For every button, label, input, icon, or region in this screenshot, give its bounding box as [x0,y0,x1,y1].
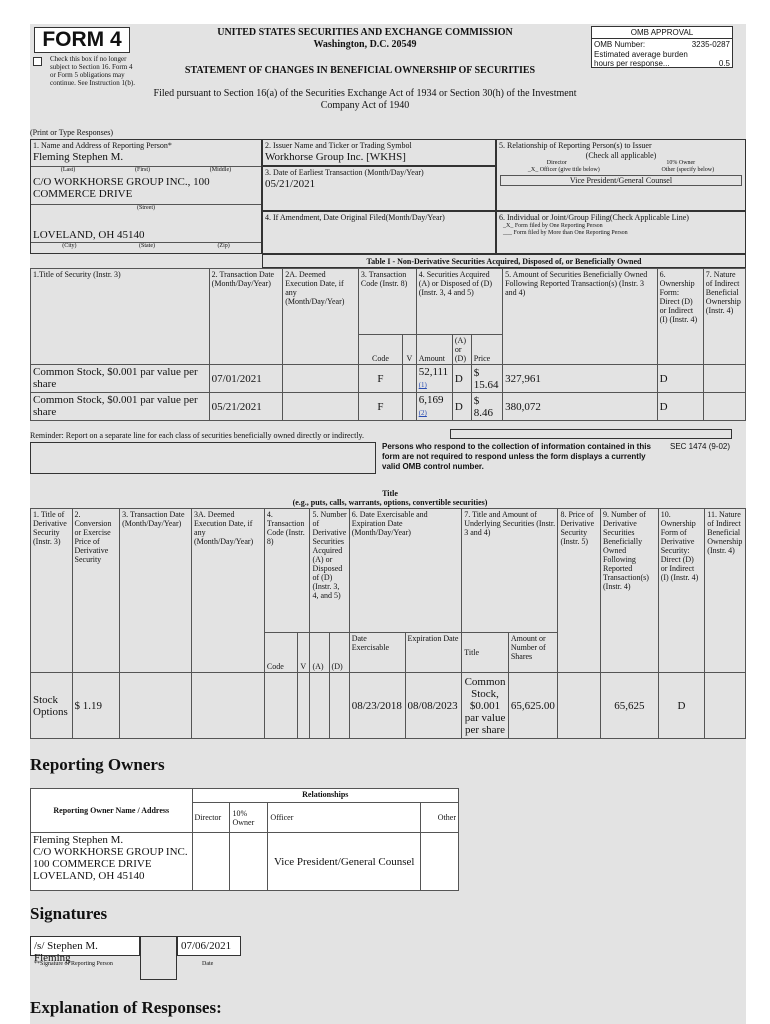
t1-h4: 4. Securities Acquired (A) or Disposed of (D) (Instr. 3, 4 and 5) [416,269,502,335]
reminder-text: Reminder: Report on a separate line for each class of securities beneficially owned directly or indirectly. [30,431,365,440]
omb-title: OMB APPROVAL [592,27,732,39]
signature-label: **Signature of Reporting Person [34,961,113,967]
table1-title: Table I - Non-Derivative Securities Acquired, Disposed of, or Beneficially Owned [262,254,746,268]
form-page [30,24,746,1024]
ten-pct-option: 10% Owner [666,160,696,166]
t2-h10: 10. Ownership Form of Derivative Security: Direct (D) or Indirect (I) (Instr. 4) [658,509,705,673]
box6-line1: _X_ Form filed by One Reporting Person [503,223,603,229]
issuer-name: Workhorse Group Inc. [WKHS] [265,151,406,163]
t1-h3: 3. Transaction Code (Instr. 8) [358,269,416,335]
explanation-heading: Explanation of Responses: [30,998,222,1017]
t1-amount-h: Amount [416,335,452,365]
t2-h7: 7. Title and Amount of Underlying Securities (Instr. 3 and 4) [462,509,558,633]
street-label: (Street) [31,204,261,212]
table2 [30,508,746,739]
t1-aord-h: (A) or (D) [452,335,471,365]
footnote-2-link[interactable]: (2) [418,409,427,417]
box4-amendment [262,211,496,254]
officer-col: Officer [268,803,421,833]
t1-h6: 6. Ownership Form: Direct (D) or Indirect (I) (Instr. 4) [657,269,703,365]
t2-a-h: (A) [310,633,329,673]
owner-address-line: C/O WORKHORSE GROUP INC. [33,846,188,858]
t1-r1-owned: 327,961 [503,365,658,393]
t2-r1-ul-amt: 65,625.00 [508,673,558,739]
city-label: (City) [62,243,77,249]
t1-r2-form: D [657,393,703,421]
date-label: Date [202,961,214,967]
table-row [31,365,746,393]
t1-price-h: Price [471,335,502,365]
t1-r2-amount: 6,169 [418,394,444,406]
t2-code-h: Code [264,633,297,673]
signature-value: /s/ Stephen M. Fleming [30,936,140,956]
t2-h5: 5. Number of Derivative Securities Acquired (A) or Disposed of (D) (Instr. 3, 4, and 5) [310,509,349,633]
no-longer-subject-checkbox[interactable] [33,57,42,66]
city-state-zip: LOVELAND, OH 45140 [33,229,145,241]
box2-issuer [262,139,496,166]
earliest-transaction-date: 05/21/2021 [265,178,316,190]
t1-r1-code: F [358,365,402,393]
sec-code: SEC 1474 (9-02) [670,442,731,451]
agency-name: UNITED STATES SECURITIES AND EXCHANGE COMMISSION [217,27,513,38]
box4-label: 4. If Amendment, Date Original Filed(Month/Day/Year) [265,213,445,222]
t2-r1-owned: 65,625 [600,673,658,739]
box6-line2: ___ Form filed by More than One Reporting Person [503,230,628,236]
box2-label: 2. Issuer Name and Ticker or Trading Symbol [265,141,412,150]
t2-r1-title: Stock Options [31,673,73,739]
omb-hours: 0.5 [718,59,730,68]
t2-r1-form: D [658,673,705,739]
t1-h2: 2. Transaction Date (Month/Day/Year) [209,269,283,365]
owner-name-col: Reporting Owner Name / Address [31,789,193,833]
zip-label: (Zip) [217,243,230,249]
owner-address-line: LOVELAND, OH 45140 [33,870,145,882]
t1-h1: 1.Title of Security (Instr. 3) [31,269,210,365]
t2-h4: 4. Transaction Code (Instr. 8) [264,509,310,633]
t2-v-h: V [298,633,310,673]
owner-officer-title: Vice President/General Counsel [268,833,421,891]
box3-label: 3. Date of Earliest Transaction (Month/Day/Year) [265,168,424,177]
table-row [31,673,746,739]
t1-code-h: Code [358,335,402,365]
t1-r1-price: $ 15.64 [471,365,502,393]
table-row [31,833,459,891]
signatures-heading: Signatures [30,904,108,923]
agency-location: Washington, D.C. 20549 [313,39,417,50]
last-label: (Last) [60,167,76,173]
t2-h2: 2. Conversion or Exercise Price of Derivative Security [72,509,120,673]
t2-h9: 9. Number of Derivative Securities Beneficially Owned Following Reported Transaction(s) (Instr. 4) [600,509,658,673]
form-title-box [34,27,130,53]
officer-title: Vice President/General Counsel [500,175,742,186]
t2-h8: 8. Price of Derivative Security (Instr. 5) [558,509,601,673]
director-option: Director [546,160,567,166]
box3-earliest-date [262,166,496,211]
print-type-note: (Print or Type Responses) [30,128,114,137]
table2-subtitle: (e.g., puts, calls, warrants, options, convertible securities) [292,498,488,507]
t2-r1-ul-title: Common Stock, $0.001 par value per share [462,673,509,739]
box1-label: 1. Name and Address of Reporting Person* [33,141,172,150]
box5-sub: (Check all applicable) [585,151,657,160]
t1-r2-price: $ 8.46 [471,393,502,421]
table-row [31,393,746,421]
t2-h6: 6. Date Exercisable and Expiration Date (Month/Day/Year) [349,509,462,633]
omb-number-label: OMB Number: [594,40,646,49]
t1-r1-date: 07/01/2021 [209,365,283,393]
t2-title-h: Title [462,633,509,673]
t2-exp-h: Expiration Date [405,633,462,673]
state-label: (State) [139,243,155,249]
form-title: FORM 4 [42,28,122,51]
t2-r1-date-ex: 08/23/2018 [349,673,405,739]
table2-title: Title [382,489,398,498]
reminder-blank-box [450,429,732,439]
t1-r2-owned: 380,072 [503,393,658,421]
t1-h2a: 2A. Deemed Execution Date, if any (Month/Day/Year) [283,269,359,365]
other-col: Other [421,803,459,833]
t1-r1-title: Common Stock, $0.001 par value per share [31,365,210,393]
t1-r1-ad: D [452,365,471,393]
t1-h5: 5. Amount of Securities Beneficially Owned Following Reported Transaction(s) (Instr. 3 and 4) [503,269,658,365]
signature-spacer-box [140,936,177,980]
t1-r2-code: F [358,393,402,421]
omb-hours-label: hours per response... [594,59,670,68]
t1-h7: 7. Nature of Indirect Beneficial Ownership (Instr. 4) [703,269,745,365]
t1-r2-title: Common Stock, $0.001 par value per share [31,393,210,421]
signature-date: 07/06/2021 [177,936,241,956]
ten-pct-col: 10% Owner [230,803,268,833]
officer-option: _X_ Officer (give title below) [527,167,600,173]
reporting-owners-heading: Reporting Owners [30,755,165,774]
t2-r1-exp: 08/08/2023 [405,673,462,739]
table1 [30,268,746,421]
box6-filing [496,211,746,254]
t2-h11: 11. Nature of Indirect Beneficial Ownership (Instr. 4) [705,509,746,673]
t2-amt-h: Amount or Number of Shares [508,633,558,673]
t1-r2-ad: D [452,393,471,421]
street-address: C/O WORKHORSE GROUP INC., 100 COMMERCE DRIVE [33,176,210,200]
box1-reporting-person [30,139,262,254]
t2-h3a: 3A. Deemed Execution Date, if any (Month/Day/Year) [192,509,265,673]
t2-h1: 1. Title of Derivative Security (Instr. 3) [31,509,73,673]
owner-name-line: Fleming Stephen M. [33,834,124,846]
middle-label: (Middle) [209,167,232,173]
t2-r1-price: $ 1.19 [72,673,120,739]
notice-blank-box [30,442,376,474]
omb-number: 3235-0287 [691,40,730,49]
t2-date-ex-h: Date Exercisable [349,633,405,673]
omb-burden-label: Estimated average burden [594,50,688,59]
relationships-header: Relationships [192,789,458,803]
t1-v-h: V [403,335,417,365]
footnote-1-link[interactable]: (1) [418,381,427,389]
other-option: Other (specify below) [661,167,715,173]
t2-d-h: (D) [329,633,349,673]
checkbox-note: Check this box if no longer subject to Section 16. Form 4 or Form 5 obligations may continue. See Instruction 1(b). [50,55,135,87]
persons-notice: Persons who respond to the collection of information contained in this form are not required to respond unless the form displays a currently valid OMB control number. [382,442,651,471]
filed-pursuant: Filed pursuant to Section 16(a) of the Securities Exchange Act of 1934 or Section 30(h) of the Investment Company Act of 1940 [153,88,577,111]
t1-r2-date: 05/21/2021 [209,393,283,421]
t1-r1-amount: 52,111 [418,366,449,378]
reporting-owners-table [30,788,459,891]
omb-approval-box [591,26,733,68]
director-col: Director [192,803,230,833]
statement-title: STATEMENT OF CHANGES IN BENEFICIAL OWNERSHIP OF SECURITIES [184,65,536,76]
t2-h3: 3. Transaction Date (Month/Day/Year) [120,509,192,673]
signature-block [30,936,242,996]
reporting-person-name: Fleming Stephen M. [33,151,124,163]
box5-label: 5. Relationship of Reporting Person(s) to Issuer [499,141,652,150]
owner-address-line: 100 COMMERCE DRIVE [33,858,152,870]
t1-r1-form: D [657,365,703,393]
box5-relationship [496,139,746,211]
first-label: (First) [135,167,150,173]
box6-label: 6. Individual or Joint/Group Filing(Check Applicable Line) [499,213,689,222]
